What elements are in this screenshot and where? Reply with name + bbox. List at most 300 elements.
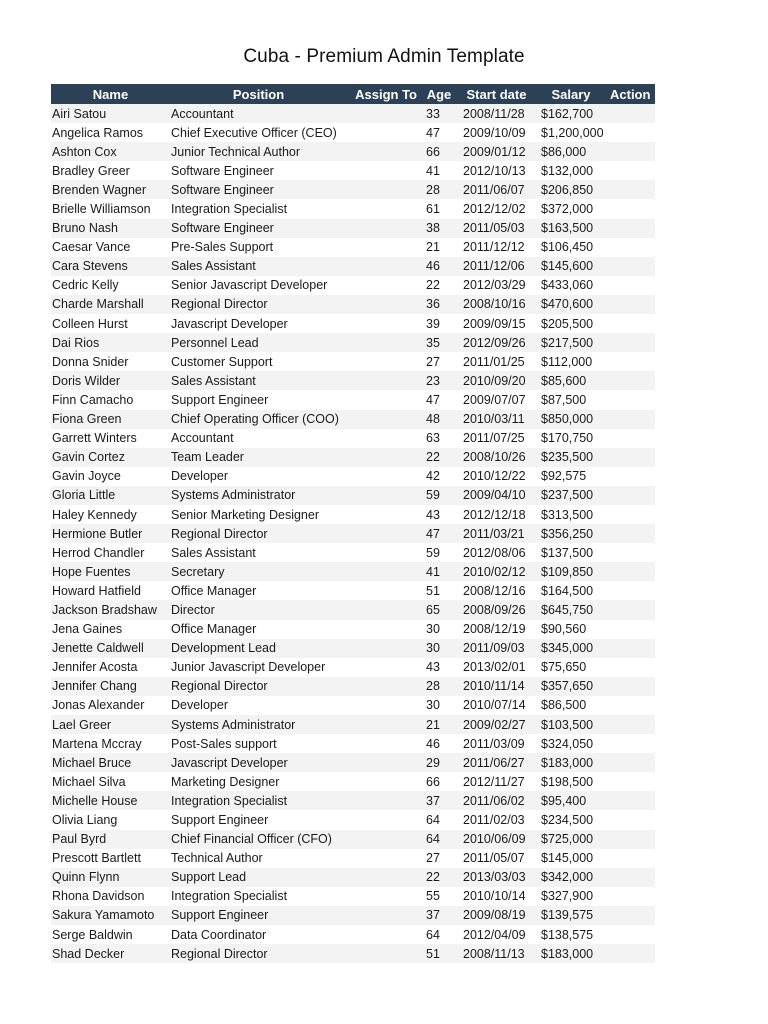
- cell-age: 61: [421, 199, 457, 218]
- cell-salary: $92,575: [536, 467, 606, 486]
- cell-position: Director: [170, 600, 347, 619]
- cell-action: [606, 219, 655, 238]
- cell-name: Paul Byrd: [51, 830, 170, 849]
- cell-age: 28: [421, 180, 457, 199]
- cell-action: [606, 161, 655, 180]
- table-row: [51, 696, 655, 715]
- cell-position: Technical Author: [170, 849, 347, 868]
- cell-action: [606, 620, 655, 639]
- table-row: [51, 887, 655, 906]
- cell-action: [606, 295, 655, 314]
- cell-start-date: 2008/12/16: [457, 581, 536, 600]
- cell-action: [606, 791, 655, 810]
- table-row: [51, 123, 655, 142]
- cell-salary: $170,750: [536, 429, 606, 448]
- cell-name: Jonas Alexander: [51, 696, 170, 715]
- table-header: [51, 84, 655, 104]
- cell-position: Junior Technical Author: [170, 142, 347, 161]
- cell-age: 37: [421, 906, 457, 925]
- cell-name: Michelle House: [51, 791, 170, 810]
- cell-assign-to: [347, 276, 421, 295]
- cell-assign-to: [347, 390, 421, 409]
- cell-start-date: 2012/04/09: [457, 925, 536, 944]
- cell-salary: $235,500: [536, 448, 606, 467]
- cell-action: [606, 658, 655, 677]
- cell-name: Jennifer Acosta: [51, 658, 170, 677]
- cell-position: Personnel Lead: [170, 333, 347, 352]
- cell-action: [606, 524, 655, 543]
- cell-start-date: 2009/07/07: [457, 390, 536, 409]
- cell-position: Support Lead: [170, 868, 347, 887]
- cell-position: Sales Assistant: [170, 371, 347, 390]
- cell-name: Hermione Butler: [51, 524, 170, 543]
- cell-action: [606, 142, 655, 161]
- cell-start-date: 2008/10/26: [457, 448, 536, 467]
- cell-age: 55: [421, 887, 457, 906]
- table-row: [51, 715, 655, 734]
- cell-action: [606, 104, 655, 123]
- cell-salary: $217,500: [536, 333, 606, 352]
- cell-start-date: 2012/11/27: [457, 772, 536, 791]
- cell-position: Office Manager: [170, 581, 347, 600]
- cell-action: [606, 887, 655, 906]
- table-row: [51, 734, 655, 753]
- cell-age: 38: [421, 219, 457, 238]
- cell-salary: $85,600: [536, 371, 606, 390]
- table-row: [51, 600, 655, 619]
- cell-position: Software Engineer: [170, 161, 347, 180]
- cell-action: [606, 543, 655, 562]
- cell-action: [606, 199, 655, 218]
- column-header-start-date: Start date: [457, 84, 536, 104]
- cell-start-date: 2010/09/20: [457, 371, 536, 390]
- cell-salary: $183,000: [536, 753, 606, 772]
- cell-salary: $356,250: [536, 524, 606, 543]
- cell-salary: $327,900: [536, 887, 606, 906]
- cell-position: Marketing Designer: [170, 772, 347, 791]
- cell-action: [606, 390, 655, 409]
- cell-action: [606, 753, 655, 772]
- cell-salary: $205,500: [536, 314, 606, 333]
- cell-position: Integration Specialist: [170, 791, 347, 810]
- cell-action: [606, 944, 655, 963]
- page-title: Cuba - Premium Admin Template: [243, 46, 525, 67]
- cell-start-date: 2011/06/27: [457, 753, 536, 772]
- cell-name: Shad Decker: [51, 944, 170, 963]
- cell-position: Regional Director: [170, 677, 347, 696]
- cell-action: [606, 849, 655, 868]
- cell-position: Regional Director: [170, 524, 347, 543]
- cell-name: Fiona Green: [51, 410, 170, 429]
- cell-position: Senior Marketing Designer: [170, 505, 347, 524]
- cell-assign-to: [347, 505, 421, 524]
- table-row: [51, 371, 655, 390]
- cell-start-date: 2009/04/10: [457, 486, 536, 505]
- cell-name: Dai Rios: [51, 333, 170, 352]
- cell-assign-to: [347, 620, 421, 639]
- cell-start-date: 2009/02/27: [457, 715, 536, 734]
- table-row: [51, 429, 655, 448]
- cell-assign-to: [347, 830, 421, 849]
- table-row: [51, 238, 655, 257]
- cell-age: 30: [421, 696, 457, 715]
- cell-position: Integration Specialist: [170, 887, 347, 906]
- cell-position: Data Coordinator: [170, 925, 347, 944]
- cell-age: 51: [421, 944, 457, 963]
- cell-position: Chief Financial Officer (CFO): [170, 830, 347, 849]
- cell-salary: $90,560: [536, 620, 606, 639]
- table-row: [51, 524, 655, 543]
- cell-age: 51: [421, 581, 457, 600]
- cell-name: Gavin Cortez: [51, 448, 170, 467]
- table-row: [51, 620, 655, 639]
- cell-start-date: 2011/01/25: [457, 352, 536, 371]
- cell-action: [606, 257, 655, 276]
- cell-action: [606, 352, 655, 371]
- employee-table: [51, 84, 655, 963]
- cell-start-date: 2010/06/09: [457, 830, 536, 849]
- cell-start-date: 2009/01/12: [457, 142, 536, 161]
- cell-position: Post-Sales support: [170, 734, 347, 753]
- cell-start-date: 2011/06/02: [457, 791, 536, 810]
- cell-assign-to: [347, 295, 421, 314]
- column-header-position: Position: [170, 84, 347, 104]
- cell-assign-to: [347, 410, 421, 429]
- cell-start-date: 2011/12/06: [457, 257, 536, 276]
- cell-name: Martena Mccray: [51, 734, 170, 753]
- cell-age: 47: [421, 524, 457, 543]
- table-row: [51, 257, 655, 276]
- cell-name: Haley Kennedy: [51, 505, 170, 524]
- cell-assign-to: [347, 696, 421, 715]
- cell-age: 33: [421, 104, 457, 123]
- cell-action: [606, 505, 655, 524]
- column-header-assign-to: Assign To: [347, 84, 421, 104]
- table-row: [51, 581, 655, 600]
- cell-age: 30: [421, 639, 457, 658]
- cell-name: Brielle Williamson: [51, 199, 170, 218]
- cell-position: Chief Operating Officer (COO): [170, 410, 347, 429]
- cell-assign-to: [347, 639, 421, 658]
- cell-salary: $345,000: [536, 639, 606, 658]
- cell-age: 28: [421, 677, 457, 696]
- cell-assign-to: [347, 944, 421, 963]
- cell-age: 21: [421, 715, 457, 734]
- cell-salary: $372,000: [536, 199, 606, 218]
- cell-salary: $137,500: [536, 543, 606, 562]
- cell-position: Accountant: [170, 104, 347, 123]
- cell-start-date: 2012/12/02: [457, 199, 536, 218]
- cell-name: Garrett Winters: [51, 429, 170, 448]
- cell-start-date: 2008/09/26: [457, 600, 536, 619]
- cell-salary: $183,000: [536, 944, 606, 963]
- cell-position: Regional Director: [170, 295, 347, 314]
- cell-age: 59: [421, 543, 457, 562]
- cell-name: Doris Wilder: [51, 371, 170, 390]
- cell-assign-to: [347, 429, 421, 448]
- cell-age: 64: [421, 925, 457, 944]
- cell-name: Michael Silva: [51, 772, 170, 791]
- table-row: [51, 467, 655, 486]
- cell-salary: $313,500: [536, 505, 606, 524]
- cell-salary: $106,450: [536, 238, 606, 257]
- cell-salary: $145,600: [536, 257, 606, 276]
- cell-salary: $75,650: [536, 658, 606, 677]
- cell-action: [606, 581, 655, 600]
- cell-action: [606, 123, 655, 142]
- cell-name: Jackson Bradshaw: [51, 600, 170, 619]
- cell-start-date: 2011/12/12: [457, 238, 536, 257]
- cell-name: Bradley Greer: [51, 161, 170, 180]
- table-row: [51, 791, 655, 810]
- cell-assign-to: [347, 333, 421, 352]
- table-row: [51, 639, 655, 658]
- cell-action: [606, 734, 655, 753]
- cell-name: Gloria Little: [51, 486, 170, 505]
- cell-age: 37: [421, 791, 457, 810]
- cell-position: Developer: [170, 696, 347, 715]
- cell-start-date: 2009/10/09: [457, 123, 536, 142]
- cell-salary: $86,000: [536, 142, 606, 161]
- table-row: [51, 295, 655, 314]
- cell-name: Airi Satou: [51, 104, 170, 123]
- table-row: [51, 658, 655, 677]
- cell-position: Support Engineer: [170, 390, 347, 409]
- table-row: [51, 333, 655, 352]
- cell-salary: $164,500: [536, 581, 606, 600]
- cell-action: [606, 906, 655, 925]
- cell-position: Javascript Developer: [170, 314, 347, 333]
- cell-name: Finn Camacho: [51, 390, 170, 409]
- cell-age: 64: [421, 830, 457, 849]
- cell-age: 66: [421, 142, 457, 161]
- cell-action: [606, 868, 655, 887]
- column-header-salary: Salary: [536, 84, 606, 104]
- cell-assign-to: [347, 486, 421, 505]
- cell-start-date: 2008/12/19: [457, 620, 536, 639]
- cell-age: 43: [421, 658, 457, 677]
- cell-position: Senior Javascript Developer: [170, 276, 347, 295]
- cell-start-date: 2012/10/13: [457, 161, 536, 180]
- cell-name: Hope Fuentes: [51, 562, 170, 581]
- table-row: [51, 448, 655, 467]
- cell-action: [606, 276, 655, 295]
- cell-age: 42: [421, 467, 457, 486]
- cell-salary: $145,000: [536, 849, 606, 868]
- table-row: [51, 161, 655, 180]
- cell-assign-to: [347, 562, 421, 581]
- cell-position: Integration Specialist: [170, 199, 347, 218]
- cell-name: Cedric Kelly: [51, 276, 170, 295]
- cell-name: Caesar Vance: [51, 238, 170, 257]
- cell-start-date: 2008/11/28: [457, 104, 536, 123]
- cell-name: Jena Gaines: [51, 620, 170, 639]
- cell-age: 39: [421, 314, 457, 333]
- cell-assign-to: [347, 314, 421, 333]
- cell-assign-to: [347, 352, 421, 371]
- cell-start-date: 2012/03/29: [457, 276, 536, 295]
- cell-name: Rhona Davidson: [51, 887, 170, 906]
- cell-assign-to: [347, 161, 421, 180]
- cell-age: 22: [421, 448, 457, 467]
- cell-salary: $163,500: [536, 219, 606, 238]
- cell-assign-to: [347, 772, 421, 791]
- cell-salary: $433,060: [536, 276, 606, 295]
- cell-position: Javascript Developer: [170, 753, 347, 772]
- cell-salary: $139,575: [536, 906, 606, 925]
- cell-assign-to: [347, 123, 421, 142]
- table-row: [51, 219, 655, 238]
- cell-age: 41: [421, 161, 457, 180]
- cell-start-date: 2009/09/15: [457, 314, 536, 333]
- cell-assign-to: [347, 142, 421, 161]
- cell-assign-to: [347, 104, 421, 123]
- cell-action: [606, 830, 655, 849]
- cell-assign-to: [347, 238, 421, 257]
- cell-age: 65: [421, 600, 457, 619]
- cell-assign-to: [347, 180, 421, 199]
- cell-action: [606, 772, 655, 791]
- cell-position: Sales Assistant: [170, 257, 347, 276]
- cell-age: 30: [421, 620, 457, 639]
- cell-action: [606, 562, 655, 581]
- cell-position: Customer Support: [170, 352, 347, 371]
- cell-assign-to: [347, 868, 421, 887]
- cell-age: 48: [421, 410, 457, 429]
- column-header-age: Age: [421, 84, 457, 104]
- cell-name: Serge Baldwin: [51, 925, 170, 944]
- cell-position: Systems Administrator: [170, 715, 347, 734]
- cell-salary: $86,500: [536, 696, 606, 715]
- cell-salary: $132,000: [536, 161, 606, 180]
- cell-position: Software Engineer: [170, 180, 347, 199]
- cell-name: Gavin Joyce: [51, 467, 170, 486]
- table-row: [51, 180, 655, 199]
- cell-name: Sakura Yamamoto: [51, 906, 170, 925]
- cell-age: 64: [421, 810, 457, 829]
- cell-start-date: 2011/06/07: [457, 180, 536, 199]
- cell-assign-to: [347, 199, 421, 218]
- cell-action: [606, 448, 655, 467]
- cell-start-date: 2008/10/16: [457, 295, 536, 314]
- cell-position: Software Engineer: [170, 219, 347, 238]
- cell-salary: $112,000: [536, 352, 606, 371]
- cell-age: 46: [421, 734, 457, 753]
- table-row: [51, 562, 655, 581]
- cell-salary: $645,750: [536, 600, 606, 619]
- cell-age: 63: [421, 429, 457, 448]
- cell-action: [606, 429, 655, 448]
- cell-assign-to: [347, 219, 421, 238]
- table-row: [51, 944, 655, 963]
- cell-assign-to: [347, 581, 421, 600]
- cell-position: Developer: [170, 467, 347, 486]
- cell-start-date: 2012/08/06: [457, 543, 536, 562]
- table-row: [51, 486, 655, 505]
- cell-assign-to: [347, 906, 421, 925]
- table-row: [51, 314, 655, 333]
- cell-name: Jennifer Chang: [51, 677, 170, 696]
- table-row: [51, 868, 655, 887]
- cell-salary: $198,500: [536, 772, 606, 791]
- cell-salary: $234,500: [536, 810, 606, 829]
- column-header-name: Name: [51, 84, 170, 104]
- cell-salary: $95,400: [536, 791, 606, 810]
- cell-name: Lael Greer: [51, 715, 170, 734]
- cell-position: Regional Director: [170, 944, 347, 963]
- cell-age: 27: [421, 352, 457, 371]
- cell-name: Prescott Bartlett: [51, 849, 170, 868]
- cell-action: [606, 467, 655, 486]
- cell-assign-to: [347, 715, 421, 734]
- table-row: [51, 104, 655, 123]
- cell-start-date: 2008/11/13: [457, 944, 536, 963]
- cell-assign-to: [347, 753, 421, 772]
- cell-assign-to: [347, 677, 421, 696]
- cell-action: [606, 639, 655, 658]
- cell-assign-to: [347, 849, 421, 868]
- cell-position: Secretary: [170, 562, 347, 581]
- cell-start-date: 2011/05/03: [457, 219, 536, 238]
- cell-age: 22: [421, 276, 457, 295]
- table-body: [51, 104, 655, 963]
- cell-salary: $1,200,000: [536, 123, 606, 142]
- cell-age: 29: [421, 753, 457, 772]
- table-row: [51, 390, 655, 409]
- cell-start-date: 2011/09/03: [457, 639, 536, 658]
- cell-start-date: 2011/03/09: [457, 734, 536, 753]
- cell-salary: $342,000: [536, 868, 606, 887]
- cell-action: [606, 486, 655, 505]
- cell-action: [606, 677, 655, 696]
- table-row: [51, 352, 655, 371]
- cell-age: 46: [421, 257, 457, 276]
- table-row: [51, 906, 655, 925]
- cell-assign-to: [347, 658, 421, 677]
- cell-age: 27: [421, 849, 457, 868]
- cell-salary: $162,700: [536, 104, 606, 123]
- cell-start-date: 2010/02/12: [457, 562, 536, 581]
- cell-assign-to: [347, 257, 421, 276]
- column-header-action: Action: [606, 84, 655, 104]
- cell-start-date: 2011/02/03: [457, 810, 536, 829]
- cell-age: 66: [421, 772, 457, 791]
- cell-age: 47: [421, 390, 457, 409]
- cell-start-date: 2010/10/14: [457, 887, 536, 906]
- cell-name: Cara Stevens: [51, 257, 170, 276]
- cell-age: 23: [421, 371, 457, 390]
- cell-salary: $725,000: [536, 830, 606, 849]
- cell-position: Sales Assistant: [170, 543, 347, 562]
- cell-action: [606, 410, 655, 429]
- table-row: [51, 810, 655, 829]
- cell-salary: $206,850: [536, 180, 606, 199]
- cell-salary: $109,850: [536, 562, 606, 581]
- cell-action: [606, 715, 655, 734]
- cell-assign-to: [347, 791, 421, 810]
- cell-name: Colleen Hurst: [51, 314, 170, 333]
- cell-assign-to: [347, 887, 421, 906]
- table-row: [51, 753, 655, 772]
- cell-start-date: 2010/07/14: [457, 696, 536, 715]
- cell-assign-to: [347, 448, 421, 467]
- table-row: [51, 276, 655, 295]
- cell-salary: $103,500: [536, 715, 606, 734]
- cell-assign-to: [347, 600, 421, 619]
- cell-start-date: 2013/02/01: [457, 658, 536, 677]
- cell-position: Chief Executive Officer (CEO): [170, 123, 347, 142]
- cell-position: Support Engineer: [170, 906, 347, 925]
